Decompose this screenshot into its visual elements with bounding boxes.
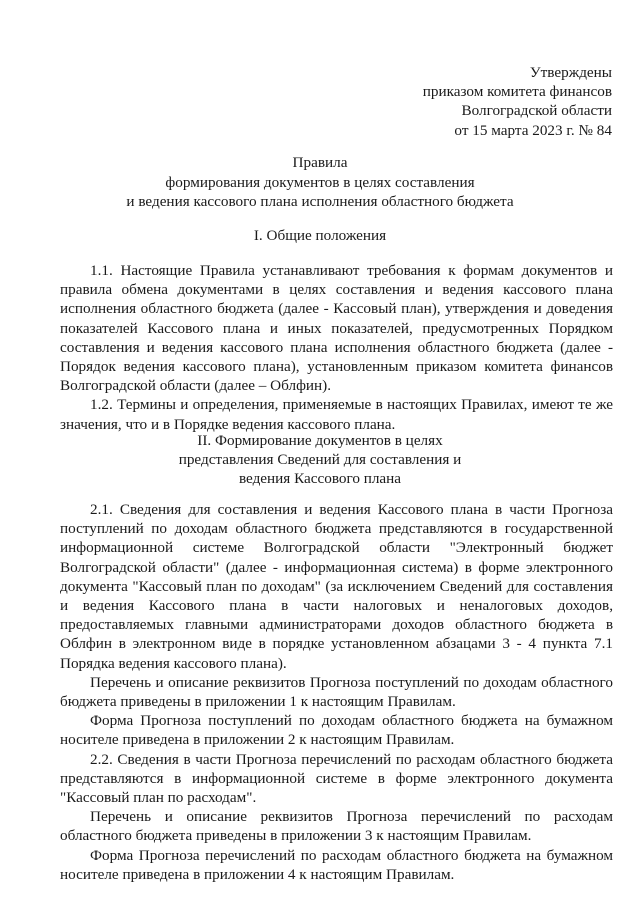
section-1-body bbox=[60, 261, 613, 434]
paragraph: Форма Прогноза перечислений по расходам областного бюджета на бумажном носителе приведена в приложении 4 к настоящим Правилам. bbox=[60, 846, 613, 883]
section-heading-1 bbox=[0, 226, 640, 245]
approval-date: от 15 марта 2023 г. № 84 bbox=[454, 121, 612, 139]
paragraph: 2.2. Сведения в части Прогноза перечислений по расходам областного бюджета представляются в информационной системе в форме электронного документа "Кассовый план по расходам". bbox=[60, 750, 613, 807]
section-heading-2 bbox=[0, 431, 640, 489]
approval-block bbox=[423, 63, 612, 140]
title-line: Правила bbox=[292, 154, 348, 171]
section-heading-text: ведения Кассового плана bbox=[238, 470, 402, 488]
approval-line: Волгоградской области bbox=[461, 102, 612, 120]
section-heading-text: II. Формирование документов в целях bbox=[197, 432, 443, 449]
section-heading-text: представления Сведений для составления и bbox=[178, 451, 462, 469]
title-line: и ведения кассового плана исполнения областного бюджета bbox=[126, 193, 514, 210]
paragraph: 1.1. Настоящие Правила устанавливают требования к формам документов и правила обмена документами в целях составления и ведения кассового плана исполнения областного бюджета (далее - Кассовый план), утверждения и доведения показателей Кассового плана и иных показателей, предусмотренных Порядком составления и ведения кассового плана исполнения областного бюджета (далее - Порядок ведения кассового плана), установленным приказом комитета финансов Волгоградской области (далее – Облфин). bbox=[60, 262, 613, 395]
paragraph: 2.1. Сведения для составления и ведения Кассового плана в части Прогноза поступлений по доходам областного бюджета представляются в государственной информационной системе Волгоградской области "Электронный бюджет Волгоградской области" (далее - информационная система) в форме электронного документа "Кассовый план по доходам" (за исключением Сведений для составления и ведения Кассового плана в части налоговых и неналоговых доходов, предоставляемых главными администраторами доходов областного бюджета в Облфин в электронном виде в порядке установленном абзацами 3 - 4 пункта 7.1 Порядка ведения кассового плана). bbox=[60, 501, 613, 672]
paragraph: Форма Прогноза поступлений по доходам областного бюджета на бумажном носителе приведена в приложении 2 к настоящим Правилам. bbox=[60, 712, 613, 749]
paragraph: Перечень и описание реквизитов Прогноза поступлений по доходам областного бюджета приведены в приложении 1 к настоящим Правилам. bbox=[60, 673, 613, 711]
paragraph: Перечень и описание реквизитов Прогноза перечислений по расходам областного бюджета приведены в приложении 3 к настоящим Правилам. bbox=[60, 808, 613, 845]
document-title bbox=[0, 153, 640, 212]
title-line: формирования документов в целях составления bbox=[165, 173, 475, 191]
section-2-body bbox=[60, 500, 613, 884]
paragraph: 1.2. Термины и определения, применяемые в настоящих Правилах, имеют те же значения, что и в Порядке ведения кассового плана. bbox=[60, 396, 613, 433]
approval-line: приказом комитета финансов bbox=[422, 83, 612, 101]
section-heading-text: I. Общие положения bbox=[253, 227, 387, 244]
approval-line: Утверждены bbox=[529, 64, 612, 81]
